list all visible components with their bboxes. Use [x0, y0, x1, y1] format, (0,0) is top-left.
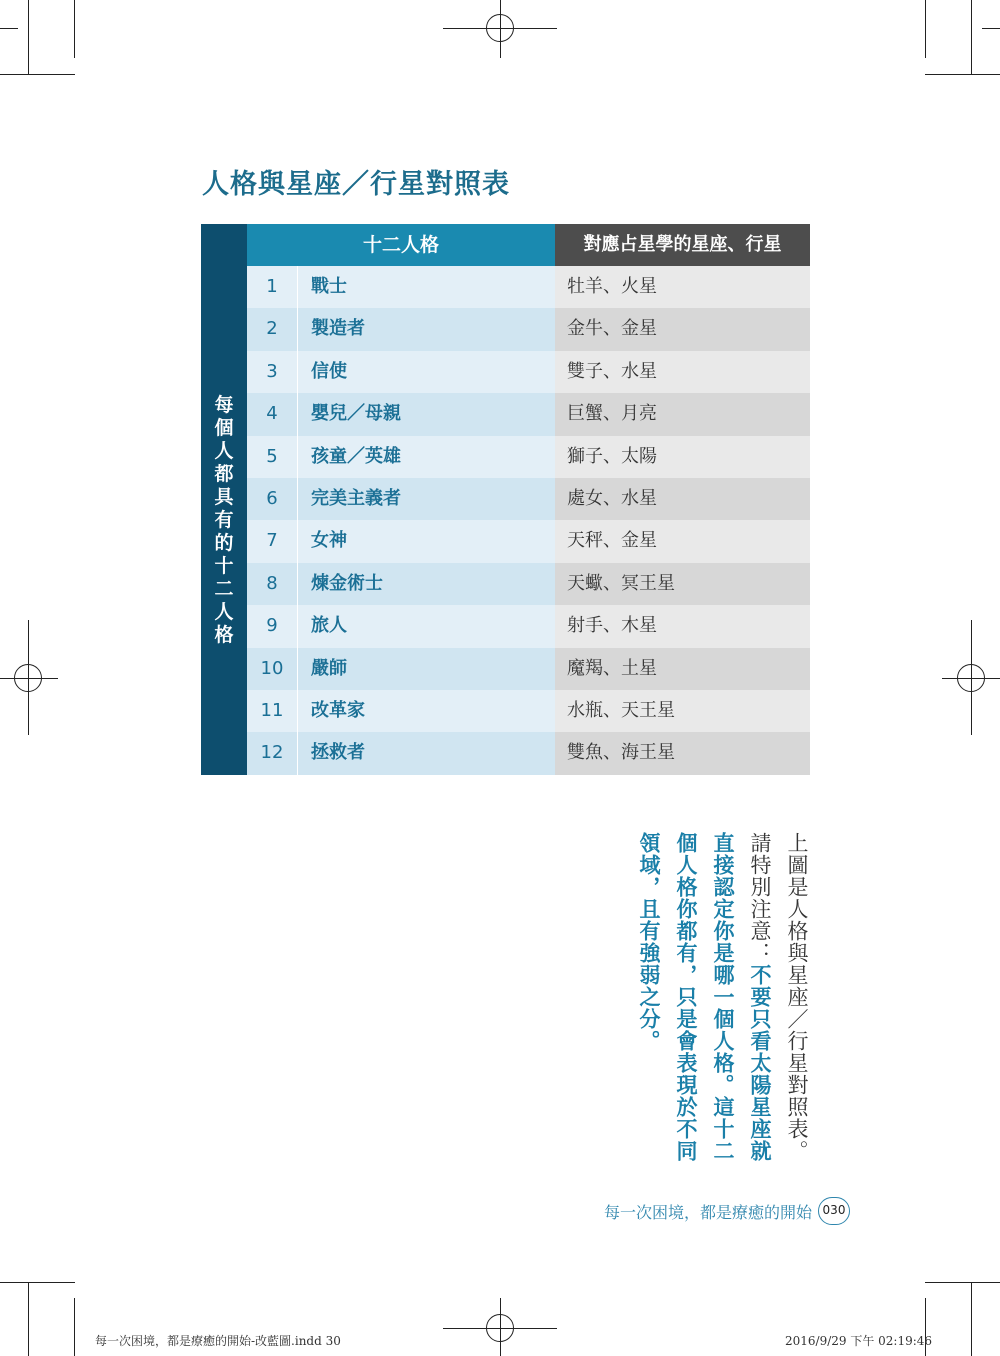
astro-sign: 處女、水星 [555, 478, 810, 520]
table-row [247, 351, 810, 393]
column-divider [297, 266, 298, 775]
registration-circle [486, 14, 514, 42]
row-number: 3 [247, 351, 297, 393]
row-number: 11 [247, 690, 297, 732]
table-row [247, 308, 810, 350]
crop-mark [0, 1282, 75, 1283]
table-row [247, 478, 810, 520]
crop-mark [971, 0, 972, 75]
row-number: 9 [247, 605, 297, 647]
registration-circle [957, 664, 985, 692]
header-archetype: 十二人格 [247, 224, 555, 266]
side-label-char: 有 [214, 509, 234, 531]
archetype-name: 改革家 [297, 690, 555, 732]
slug-timestamp: 2016/9/29 下午 02:19:46 [785, 1334, 933, 1348]
side-label-char: 人 [214, 440, 234, 462]
crop-mark [925, 74, 1000, 75]
row-number: 4 [247, 393, 297, 435]
side-label-char: 都 [214, 463, 234, 485]
row-number: 1 [247, 266, 297, 308]
archetype-name: 嬰兒／母親 [297, 393, 555, 435]
side-label-char: 十 [214, 555, 234, 577]
archetype-name: 完美主義者 [297, 478, 555, 520]
side-label-char: 二 [214, 578, 234, 600]
astro-sign: 牡羊、火星 [555, 266, 810, 308]
archetype-table [201, 224, 810, 775]
crop-mark [925, 1282, 1000, 1283]
registration-circle [14, 664, 42, 692]
body-highlight-text: 不要只看太陽星座就直接認定你是哪一個人格。這十二個人格你都有，只是會表現於不同領域，且有強弱之分。 [637, 832, 772, 1162]
archetype-name: 旅人 [297, 605, 555, 647]
body-paragraph [600, 832, 815, 1162]
row-number: 2 [247, 308, 297, 350]
crop-mark [74, 1298, 75, 1356]
row-number: 5 [247, 436, 297, 478]
archetype-name: 信使 [297, 351, 555, 393]
slug-file-name: 每一次困境，都是療癒的開始-改藍圖.indd 30 [95, 1334, 341, 1348]
crop-mark [925, 0, 926, 58]
table-row [247, 436, 810, 478]
archetype-name: 女神 [297, 520, 555, 562]
archetype-name: 孩童／英雄 [297, 436, 555, 478]
astro-sign: 魔羯、土星 [555, 648, 810, 690]
side-label-char: 個 [214, 417, 234, 439]
body-plain-text: 上圖是人格與星座／行星對照表。請特別注意： [748, 832, 809, 1162]
astro-sign: 獅子、太陽 [555, 436, 810, 478]
archetype-name: 煉金術士 [297, 563, 555, 605]
table-side-label [201, 224, 247, 775]
crop-mark [971, 1282, 972, 1356]
crop-mark [28, 0, 29, 75]
archetype-name: 嚴師 [297, 648, 555, 690]
row-number: 12 [247, 732, 297, 774]
table-row [247, 563, 810, 605]
crop-mark [74, 0, 75, 58]
crop-mark [28, 1282, 29, 1356]
table-row [247, 648, 810, 690]
side-label-char: 格 [214, 624, 234, 646]
astro-sign: 金牛、金星 [555, 308, 810, 350]
side-label-char: 具 [214, 486, 234, 508]
archetype-name: 製造者 [297, 308, 555, 350]
astro-sign: 雙子、水星 [555, 351, 810, 393]
table-row [247, 520, 810, 562]
running-footer-title: 每一次困境，都是療癒的開始 [604, 1203, 813, 1222]
side-label-char: 每 [214, 394, 234, 416]
astro-sign: 射手、木星 [555, 605, 810, 647]
table-row [247, 690, 810, 732]
astro-sign: 天蠍、冥王星 [555, 563, 810, 605]
table-row [247, 732, 810, 774]
side-label-char: 的 [214, 532, 234, 554]
page-title: 人格與星座／行星對照表 [202, 169, 510, 200]
astro-sign: 巨蟹、月亮 [555, 393, 810, 435]
row-number: 8 [247, 563, 297, 605]
table-row [247, 393, 810, 435]
crop-mark [0, 74, 75, 75]
crop-mark [982, 28, 1000, 29]
crop-mark [0, 28, 18, 29]
side-label-char: 人 [214, 601, 234, 623]
archetype-name: 拯救者 [297, 732, 555, 774]
row-number: 6 [247, 478, 297, 520]
page-number: 030 [818, 1197, 850, 1225]
row-number: 10 [247, 648, 297, 690]
astro-sign: 天秤、金星 [555, 520, 810, 562]
header-astro: 對應占星學的星座、行星 [555, 224, 810, 266]
astro-sign: 水瓶、天王星 [555, 690, 810, 732]
row-number: 7 [247, 520, 297, 562]
archetype-name: 戰士 [297, 266, 555, 308]
registration-circle [486, 1314, 514, 1342]
astro-sign: 雙魚、海王星 [555, 732, 810, 774]
table-row [247, 605, 810, 647]
table-row [247, 266, 810, 308]
